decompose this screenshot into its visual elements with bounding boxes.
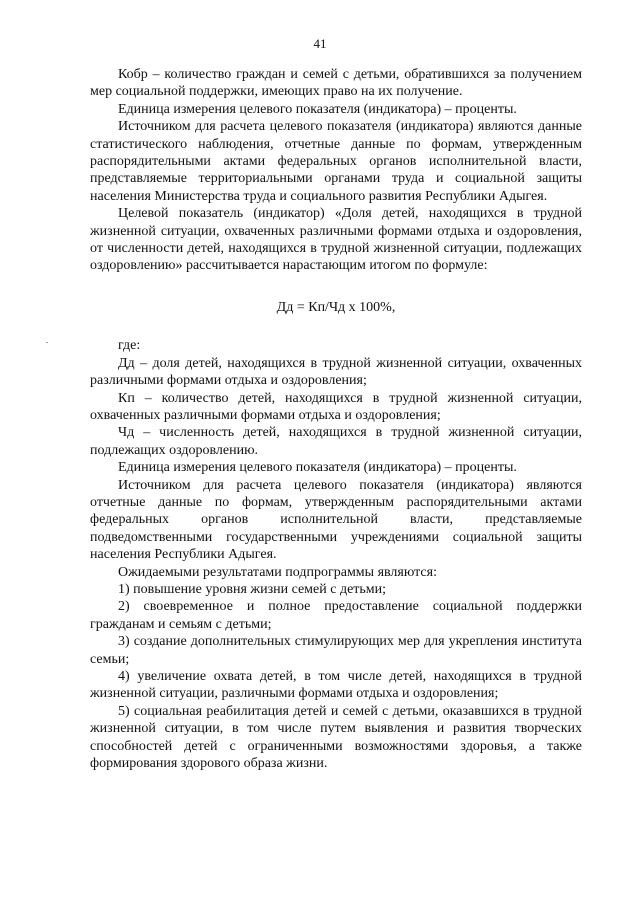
result-item-1: 1) повышение уровня жизни семей с детьми;	[118, 581, 387, 597]
result-item-3: 3) создание дополнительных стимулирующих мер для укрепления института семьи;	[90, 634, 582, 667]
unit-of-measure-2: Единица измерения целевого показателя (индикатора) – проценты.	[118, 460, 517, 476]
document-body	[90, 66, 582, 772]
kobr-definition: Кобр – количество граждан и семей с детьми, обратившихся за получением мер социальной поддержки, имеющих право на их получение.	[90, 67, 582, 100]
where-label: где:	[118, 338, 141, 354]
data-source-2: Источником для расчета целевого показателя (индикатора) являются отчетные данные по формам, утвержденным распорядительными актами федеральных органов исполнительной власти, представляемые подведомственными государственными учреждениями социальной защиты населения Республики Адыгея.	[90, 477, 582, 563]
result-item-2: 2) своевременное и полное предоставление социальной поддержки гражданам и семьям с детьми;	[90, 599, 582, 632]
dd-definition: Дд – доля детей, находящихся в трудной жизненной ситуации, охваченных различными формами отдыха и оздоровления;	[90, 355, 582, 389]
expected-results-intro: Ожидаемыми результатами подпрограммы являются:	[118, 564, 437, 580]
result-item-5: 5) социальная реабилитация детей и семей с детьми, оказавшихся в трудной жизненной ситуации, в том числе путем выявления и развития творческих способностей детей с ограниченными возможностями здоровья, а также формирования здорового образа жизни.	[90, 703, 582, 772]
kp-definition: Кп – количество детей, находящихся в трудной жизненной ситуации, охваченных различными формами отдыха и оздоровления;	[90, 390, 582, 423]
data-source-1: Источником для расчета целевого показателя (индикатора) являются данные статистического наблюдения, отчетные данные по формам, утвержденным распорядительными актами федеральных органов исполнительной власти, представляемые территориальными органами труда и социальной защиты населения Министерства труда и социального развития Республики Адыгея.	[90, 119, 582, 204]
page-number: 41	[313, 36, 327, 51]
margin-mark	[46, 342, 48, 343]
result-item-4: 4) увеличение охвата детей, в том числе детей, находящихся в трудной жизненной ситуации, различными формами отдыха и оздоровления;	[90, 669, 582, 702]
indicator-description: Целевой показатель (индикатор) «Доля детей, находящихся в трудной жизненной ситуации, охваченных различными формами отдыха и оздоровления, от численности детей, находящихся в трудной жизненной ситуации, подлежащих оздоровлению» рассчитывается нарастающим итогом по формуле:	[90, 206, 582, 274]
formula: Дд = Кп/Чд х 100%,	[276, 299, 396, 315]
unit-of-measure-1: Единица измерения целевого показателя (индикатора) – проценты.	[118, 101, 517, 117]
chd-definition: Чд – численность детей, находящихся в трудной жизненной ситуации, подлежащих оздоровлению.	[90, 425, 582, 458]
